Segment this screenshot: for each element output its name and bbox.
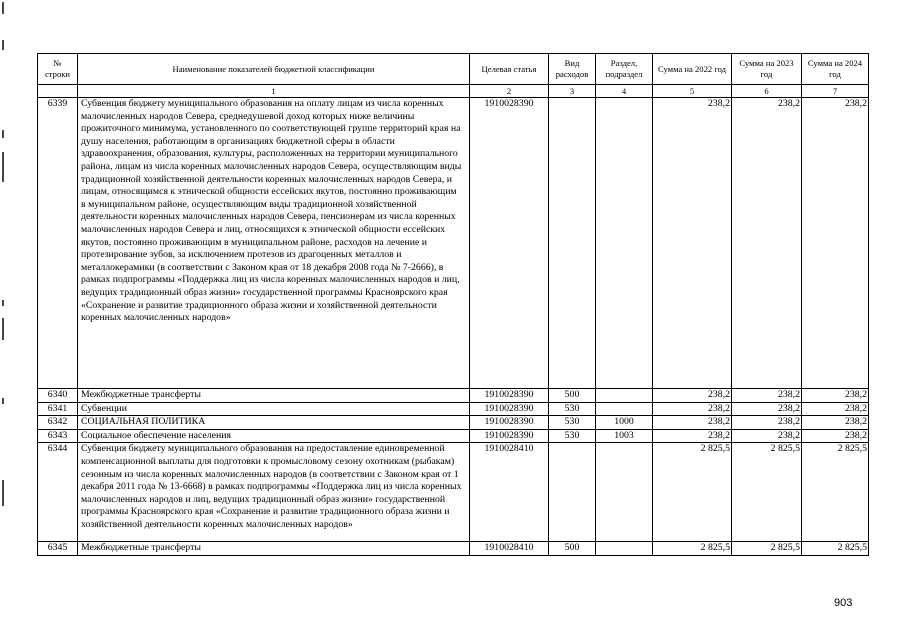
column-number: 3 — [549, 85, 596, 98]
row-section — [596, 443, 653, 542]
row-section: 1003 — [596, 429, 653, 443]
column-number-row — [38, 85, 869, 98]
table-row — [38, 98, 869, 389]
row-sum-2022: 2 825,5 — [653, 443, 732, 542]
row-name: Субвенции — [78, 402, 470, 416]
row-name: Межбюджетные трансферты — [78, 389, 470, 403]
row-target-article: 1910028410 — [470, 443, 549, 542]
row-name: Субвенция бюджету муниципального образования на предоставление единовременной компенсационной выплаты для подготовки к промысловому сезону охотникам (рыбакам) сезонным из числа коренных малочисленных народов (в соответствии с Законом края от 1 декабря 2011 года № 13-6668) в рамках подпрограммы «Поддержка лиц из числа коренных малочисленных народов и лиц, ведущих традиционный образ жизни» государственной программы Красноярского края «Сохранение и развитие традиционного образа жизни и хозяйственной деятельности коренных малочисленных народов» — [78, 443, 470, 542]
table-row — [38, 402, 869, 416]
row-sum-2023: 238,2 — [732, 98, 802, 389]
header-sum-2024: Сумма на 2024 год — [802, 54, 869, 85]
column-number: 1 — [78, 85, 470, 98]
row-expense-type: 500 — [549, 389, 596, 403]
table-row — [38, 542, 869, 556]
header-section: Раздел, подраздел — [596, 54, 653, 85]
row-expense-type — [549, 443, 596, 542]
table-row — [38, 443, 869, 542]
row-target-article: 1910028390 — [470, 402, 549, 416]
row-sum-2024: 238,2 — [802, 416, 869, 430]
row-section: 1000 — [596, 416, 653, 430]
row-sum-2024: 238,2 — [802, 402, 869, 416]
budget-table — [37, 53, 869, 556]
row-number: 6343 — [38, 429, 78, 443]
table-header-row — [38, 54, 869, 85]
row-number: 6345 — [38, 542, 78, 556]
row-sum-2023: 238,2 — [732, 416, 802, 430]
row-sum-2024: 238,2 — [802, 389, 869, 403]
row-target-article: 1910028390 — [470, 389, 549, 403]
row-target-article: 1910028410 — [470, 542, 549, 556]
row-sum-2022: 2 825,5 — [653, 542, 732, 556]
row-target-article: 1910028390 — [470, 429, 549, 443]
row-expense-type: 530 — [549, 402, 596, 416]
header-expense-type: Вид расходов — [549, 54, 596, 85]
row-expense-type: 530 — [549, 429, 596, 443]
row-section — [596, 98, 653, 389]
row-sum-2024: 2 825,5 — [802, 443, 869, 542]
table-row — [38, 416, 869, 430]
header-target-article: Целевая статья — [470, 54, 549, 85]
row-sum-2022: 238,2 — [653, 402, 732, 416]
row-sum-2024: 2 825,5 — [802, 542, 869, 556]
row-number: 6341 — [38, 402, 78, 416]
row-name: Субвенция бюджету муниципального образования на оплату лицам из числа коренных малочисленных народов Севера, среднедушевой доход которых ниже величины прожиточного минимума, установленного по соответствующей группе территорий края на душу населения, работающим в организациях бюджетной сферы в области здравоохранения, образования, культуры, расположенных на территории муниципального района, лицам из числа коренных малочисленных народов Севера, осуществляющим виды традиционной хозяйственной деятельности коренных малочисленных народов Севера, и лицам, относящимся к этнической общности ессейских якутов, постоянно проживающим в муниципальном районе, осуществляющим виды традиционной хозяйственной деятельности коренных малочисленных народов Севера, пенсионерам из числа коренных малочисленных народов Севера и лиц, относящихся к этнической общности ессейских якутов, постоянно проживающим в муниципальном районе, расходов на лечение и протезирование зубов, за исключением протезов из драгоценных металлов и металлокерамики (в соответствии с Законом края от 18 декабря 2008 года № 7-2666), в рамках подпрограммы «Поддержка лиц из числа коренных малочисленных народов и лиц, ведущих традиционный образ жизни» государственной программы Красноярского края «Сохранение и развитие традиционного образа жизни и хозяйственной деятельности коренных малочисленных народов» — [78, 98, 470, 389]
row-sum-2022: 238,2 — [653, 98, 732, 389]
row-sum-2023: 238,2 — [732, 429, 802, 443]
row-name: Социальное обеспечение населения — [78, 429, 470, 443]
row-sum-2023: 238,2 — [732, 389, 802, 403]
row-sum-2022: 238,2 — [653, 429, 732, 443]
row-number: 6340 — [38, 389, 78, 403]
row-expense-type: 530 — [549, 416, 596, 430]
row-sum-2023: 2 825,5 — [732, 443, 802, 542]
row-sum-2024: 238,2 — [802, 98, 869, 389]
column-number: 5 — [653, 85, 732, 98]
table-row — [38, 429, 869, 443]
column-number: 6 — [732, 85, 802, 98]
header-sum-2022: Сумма на 2022 год — [653, 54, 732, 85]
header-sum-2023: Сумма на 2023 год — [732, 54, 802, 85]
column-number — [38, 85, 78, 98]
row-sum-2022: 238,2 — [653, 416, 732, 430]
header-indicator-name: Наименование показателей бюджетной классификации — [78, 54, 470, 85]
row-name: Межбюджетные трансферты — [78, 542, 470, 556]
row-expense-type: 500 — [549, 542, 596, 556]
column-number: 7 — [802, 85, 869, 98]
row-name: СОЦИАЛЬНАЯ ПОЛИТИКА — [78, 416, 470, 430]
row-section — [596, 389, 653, 403]
row-sum-2024: 238,2 — [802, 429, 869, 443]
page-number: 903 — [834, 597, 853, 609]
header-row-number: № строки — [38, 54, 78, 85]
row-section — [596, 402, 653, 416]
table-row — [38, 389, 869, 403]
row-sum-2022: 238,2 — [653, 389, 732, 403]
column-number: 2 — [470, 85, 549, 98]
column-number: 4 — [596, 85, 653, 98]
row-target-article: 1910028390 — [470, 98, 549, 389]
row-target-article: 1910028390 — [470, 416, 549, 430]
row-number: 6342 — [38, 416, 78, 430]
row-section — [596, 542, 653, 556]
row-sum-2023: 2 825,5 — [732, 542, 802, 556]
row-sum-2023: 238,2 — [732, 402, 802, 416]
row-expense-type — [549, 98, 596, 389]
row-number: 6339 — [38, 98, 78, 389]
row-number: 6344 — [38, 443, 78, 542]
